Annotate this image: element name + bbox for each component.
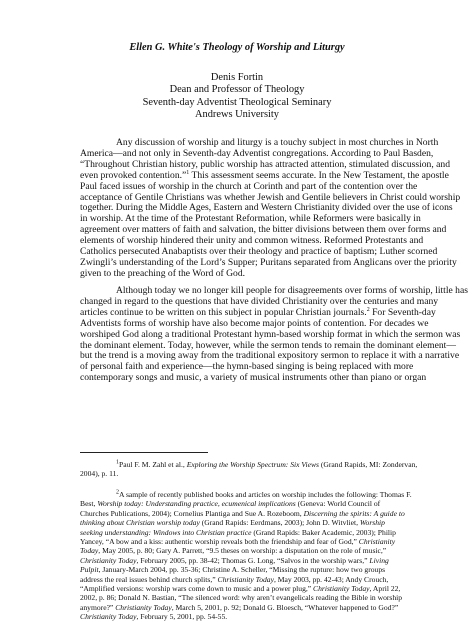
text-fragment: even provoked contention.” <box>80 169 187 181</box>
footnote-line <box>80 584 405 593</box>
footnote-line <box>80 556 405 565</box>
text-fragment: This assessment seems accurate. In the New Testament, the apostle <box>189 169 449 181</box>
footnote-ref-2: 2 <box>366 306 370 313</box>
citation-title: Today <box>80 546 99 556</box>
citation-title: Pulpit <box>80 565 99 575</box>
text-fragment: Paul F. M. Zahl et al., <box>119 460 187 469</box>
citation-title: thinking about Christian worship today <box>80 518 200 528</box>
text-line: together. During the Middle Ages, Eastern and Western Christianity divided over the use of icons <box>80 202 453 214</box>
footnote-2 <box>80 489 412 622</box>
footnote-line <box>80 489 412 499</box>
citation-title: seeking understanding: Windows into Christian practice <box>80 527 252 537</box>
footnote-1 <box>80 459 418 479</box>
text-fragment: address the real issues behind church splits,” <box>80 574 218 584</box>
text-line: but the trend is a moving away from the traditional expository sermon to replace it with a narrative <box>80 350 460 362</box>
text-fragment: , May 2003, pp. 42-43; Andy Crouch, <box>273 574 389 584</box>
text-fragment: (Grand Rapids: Eerdmans, 2003); John D. Witvliet, <box>199 518 360 528</box>
footnote-line <box>80 509 405 518</box>
footnote-line: 2004), p. 11. <box>80 469 119 479</box>
text-fragment: Best, <box>80 499 98 509</box>
footnote-ref-1: 1 <box>186 169 190 176</box>
text-fragment: Churches Publications, 2004); Cornelius Plantiga and Sue A. Rozeboom, <box>80 508 304 518</box>
text-fragment: A sample of recently published books and articles on worship includes the following: Thomas F. <box>119 490 412 499</box>
text-line: Zwingli’s understanding of the Lord’s Supper; Puritans separated from Anglicans over the priority <box>80 256 457 268</box>
text-line: the dominant element. Today, however, while the sermon tends to remain the dominant element— <box>80 339 456 351</box>
citation-title: Christianity Today <box>115 602 172 612</box>
footnote-line <box>80 593 405 602</box>
text-fragment: (Geneva: World Council of <box>295 499 381 509</box>
author-university: Andrews University <box>195 109 279 121</box>
text-line: worshiped God along a traditional Protestant hymn-based worship format in which the sermon was <box>80 328 461 340</box>
citation-title: Christianity Today <box>80 612 137 622</box>
text-fragment: , April 22, <box>369 584 401 594</box>
text-fragment: , May 2005, p. 80; Gary A. Parrett, “9.5 theses on worship: a disputation on the role of music,” <box>98 546 387 556</box>
book-title: Exploring the Worship Spectrum: Six Views <box>186 460 319 469</box>
body-paragraph-2 <box>80 285 468 384</box>
text-fragment: articles continue to be written on this subject in popular Christian journals. <box>80 306 367 318</box>
footnote-number: 2 <box>116 489 119 496</box>
text-line: Any discussion of worship and liturgy is a touchy subject in most churches in North <box>116 137 439 148</box>
author-institution: Seventh-day Adventist Theological Seminary <box>142 96 332 108</box>
author-name: Denis Fortin <box>210 72 264 83</box>
citation-title: Christianity Today <box>80 555 137 565</box>
text-line: acceptance of Gentile Christians was whether Jewish and Gentile believers in Christ could worship <box>80 191 461 203</box>
footnote-line <box>80 459 418 469</box>
citation-title: Worship today: Understanding practice, ecumenical implications <box>97 499 296 509</box>
text-fragment: , February 2005, pp. 38-42; Thomas G. Long, “Salvos in the worship wars,” <box>136 555 370 565</box>
text-fragment: Yancey, “A bow and a kiss: authentic worship reveals both the friendship and fear of God,” <box>80 537 359 547</box>
footnote-number: 1 <box>116 459 119 466</box>
footnote-line <box>80 565 405 574</box>
text-line: America—and not only in Seventh-day Adventist congregations. According to Paul Basden, <box>80 147 434 159</box>
footnote-line <box>80 546 405 555</box>
text-line: changed in regard to the questions that have divided Christianity over the centuries and many <box>80 295 439 307</box>
text-line <box>80 169 449 182</box>
citation-title: Christianity Today <box>217 574 274 584</box>
document-title: Ellen G. White's Theology of Worship and Liturgy <box>129 42 345 53</box>
citation-title: Living <box>369 555 389 565</box>
text-line: given to the preaching of the Word of God. <box>80 267 246 279</box>
text-fragment: “Amplified versions: worship wars come down to music and a power plug,” <box>80 584 314 594</box>
footnote-separator <box>80 452 208 453</box>
citation-title: Worship <box>359 518 385 528</box>
text-fragment: For Seventh-day <box>369 306 436 318</box>
text-line: Paul faced issues of worship in the church at Corinth and part of the contention over the <box>80 180 418 192</box>
footnote-line <box>80 603 405 612</box>
text-line: of personal faith and experience—the hymn-based singing is being replaced with more <box>80 361 414 373</box>
text-fragment: , January-March 2004, pp. 35-36; Christine A. Scheller, “Missing the rupture: how two groups <box>98 565 386 575</box>
text-fragment: (Grand Rapids: Baker Academic, 2003); Philip <box>251 527 396 537</box>
text-line: Although today we no longer kill people for disagreements over forms of worship, little has <box>116 285 468 296</box>
text-fragment: anymore?” <box>80 602 116 612</box>
text-line: contemporary songs and music, a variety of musical instruments other than piano or organ <box>80 372 427 384</box>
footnote-line <box>80 575 405 584</box>
footnote-line <box>80 528 405 537</box>
text-fragment: 2002, p. 86; Donald N. Bastian, “The silenced word: why aren’t evangelicals reading the Bible in worship <box>80 593 403 603</box>
text-line: Adventists forms of worship have also become major points of contention. For decades we <box>80 317 429 329</box>
text-line: in worship. At the time of the Protestant Reformation, while Reformers were basically in <box>80 213 421 225</box>
author-position: Dean and Professor of Theology <box>169 84 305 96</box>
footnote-line <box>80 518 405 527</box>
text-line: agreement over matters of faith and salvation, the bitter divisions between them over forms and <box>80 224 447 236</box>
body-paragraph-1 <box>80 137 461 280</box>
author-block <box>0 72 474 122</box>
text-fragment: , February 5, 2001, pp. 54-55. <box>136 612 228 622</box>
citation-title: Christianity <box>358 537 396 547</box>
text-fragment: , March 5, 2001, p. 92; Donald G. Bloesch, “Whatever happened to God?” <box>171 602 399 612</box>
citation-title: Discerning the spirits: A guide to <box>303 508 405 518</box>
text-line: elements of worship hindered their unity and common witness. Reformed Protestants and <box>80 235 424 247</box>
text-fragment: (Grand Rapids, MI: Zondervan, <box>318 460 418 469</box>
citation-title: Christianity Today <box>313 584 370 594</box>
text-line: Catholics persecuted Anabaptists over their theology and practice of baptism; Luther scorned <box>80 246 438 258</box>
footnote-line <box>80 537 405 546</box>
footnote-line <box>80 612 405 621</box>
text-line: “Throughout Christian history, public worship has attracted attention, stimulated discussion, and <box>80 158 451 170</box>
footnote-line <box>80 499 405 508</box>
